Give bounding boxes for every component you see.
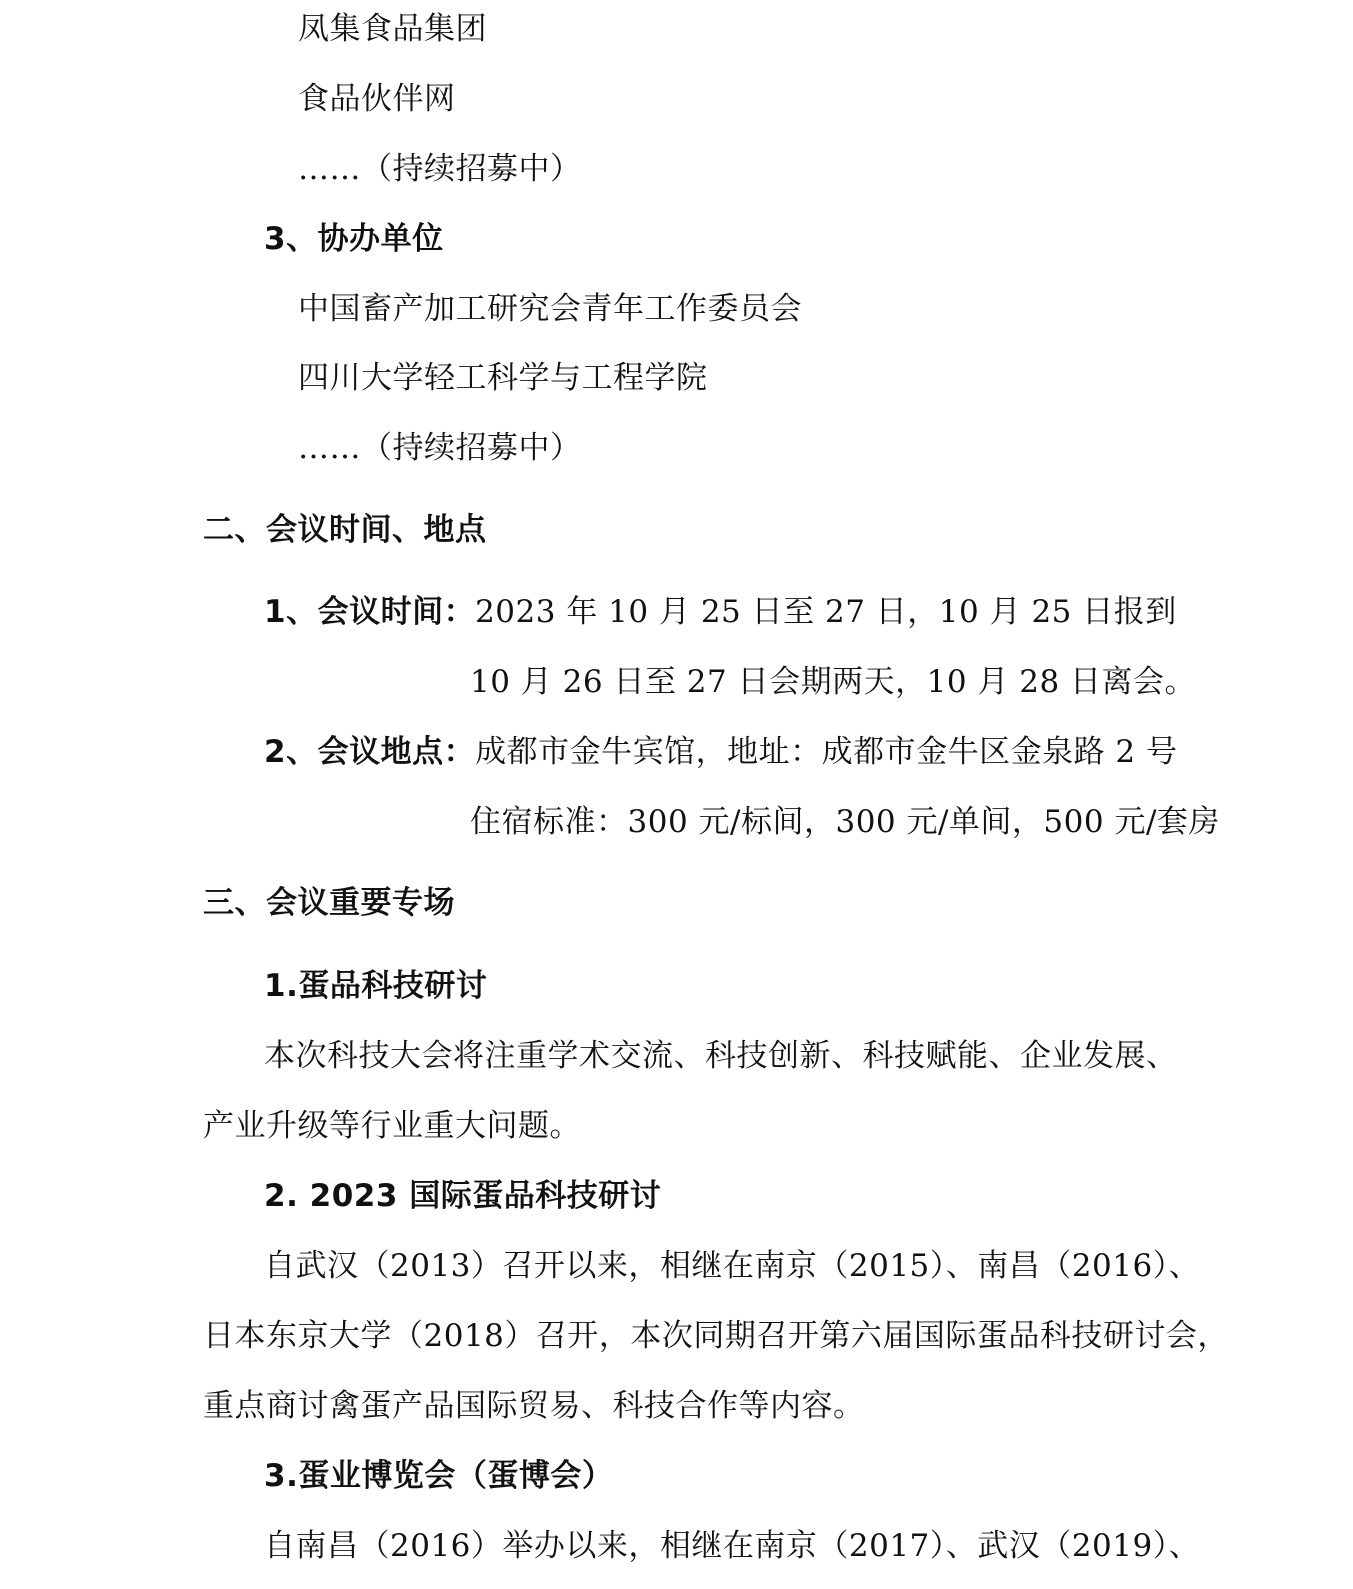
topic-1-title: 1.蛋品科技研讨 bbox=[264, 968, 488, 1004]
co-organizer-item-2: 四川大学轻工科学与工程学院 bbox=[298, 360, 708, 396]
co-organizer-item-3: ……（持续招募中） bbox=[298, 430, 582, 466]
organizer-item-3: ……（持续招募中） bbox=[298, 151, 582, 187]
topic-2-title: 2. 2023 国际蛋品科技研讨 bbox=[264, 1178, 662, 1214]
meeting-venue-row bbox=[264, 732, 1178, 772]
topic-2-paragraph-line-3: 重点商讨禽蛋产品国际贸易、科技合作等内容。 bbox=[203, 1388, 865, 1424]
meeting-venue-label: 2、会议地点： bbox=[264, 734, 476, 770]
organizer-item-1: 凤集食品集团 bbox=[298, 11, 487, 47]
meeting-time-value: 2023 年 10 月 25 日至 27 日，10 月 25 日报到 bbox=[475, 594, 1177, 630]
topic-1-paragraph-line-1: 本次科技大会将注重学术交流、科技创新、科技赋能、企业发展、 bbox=[264, 1038, 1178, 1074]
accommodation-standard: 住宿标准：300 元/标间，300 元/单间，500 元/套房 bbox=[470, 804, 1220, 840]
section-3-heading: 三、会议重要专场 bbox=[203, 885, 455, 921]
topic-2-paragraph-line-1: 自武汉（2013）召开以来，相继在南京（2015）、南昌（2016）、 bbox=[264, 1248, 1201, 1284]
topic-3-title: 3.蛋业博览会（蛋博会） bbox=[264, 1458, 614, 1494]
meeting-time-row bbox=[264, 592, 1177, 632]
meeting-time-continuation: 10 月 26 日至 27 日会期两天，10 月 28 日离会。 bbox=[470, 664, 1197, 700]
topic-2-paragraph-line-2: 日本东京大学（2018）召开，本次同期召开第六届国际蛋品科技研讨会， bbox=[203, 1318, 1229, 1354]
co-organizers-heading: 3、协办单位 bbox=[264, 221, 444, 257]
topic-3-paragraph-line-1: 自南昌（2016）举办以来，相继在南京（2017）、武汉（2019）、 bbox=[264, 1528, 1201, 1564]
meeting-venue-value: 成都市金牛宾馆，地址：成都市金牛区金泉路 2 号 bbox=[475, 734, 1178, 770]
meeting-time-label: 1、会议时间： bbox=[264, 594, 476, 630]
topic-1-paragraph-line-2: 产业升级等行业重大问题。 bbox=[203, 1108, 581, 1144]
co-organizer-item-1: 中国畜产加工研究会青年工作委员会 bbox=[298, 291, 802, 327]
organizer-item-2: 食品伙伴网 bbox=[298, 81, 456, 117]
section-2-heading: 二、会议时间、地点 bbox=[203, 512, 487, 548]
